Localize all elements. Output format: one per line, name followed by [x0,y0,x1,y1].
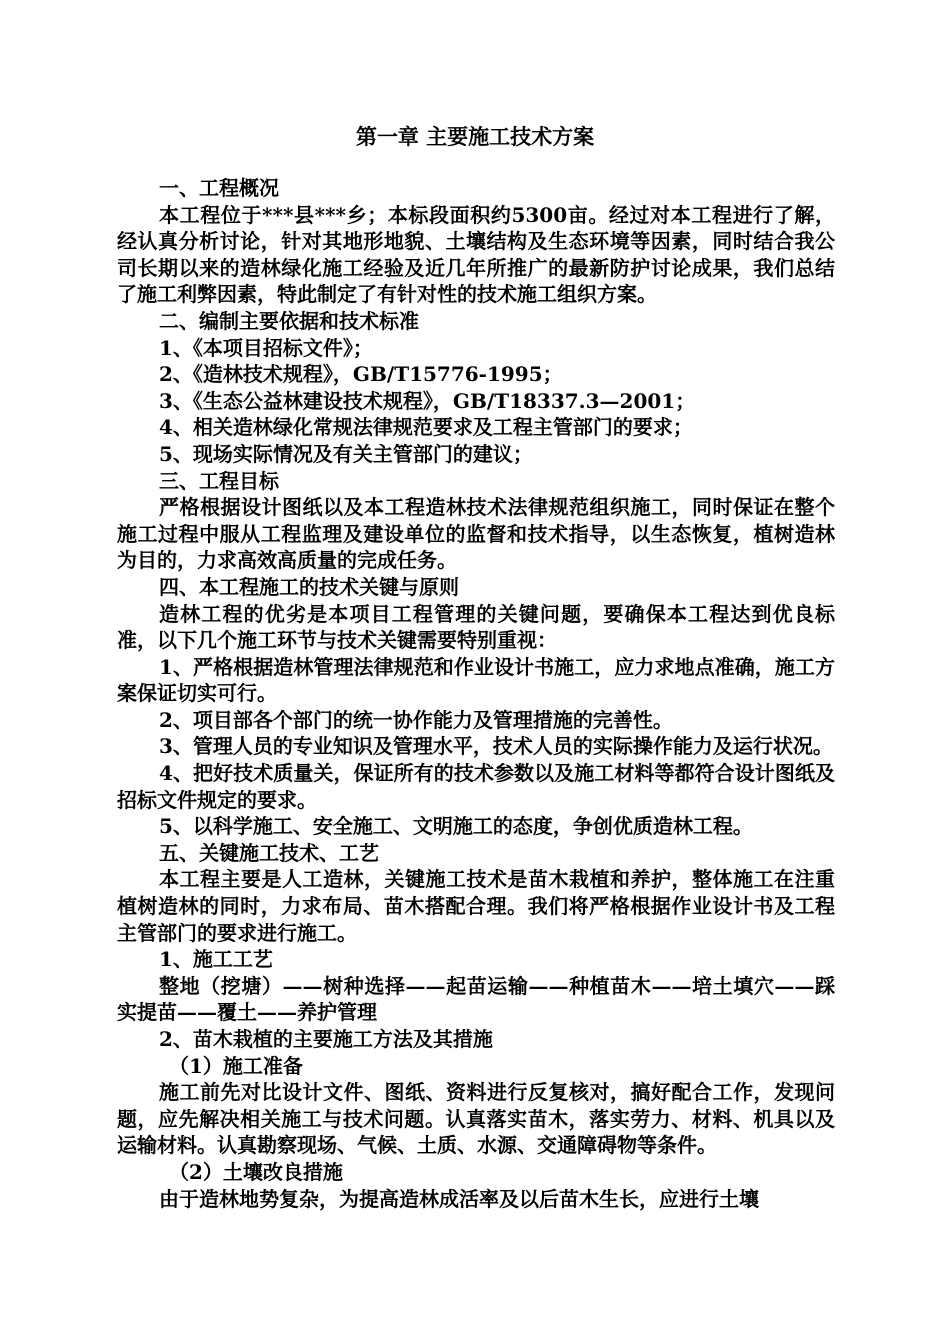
subsection-heading: 1、施工工艺 [159,947,273,972]
section-heading: 二、编制主要依据和技术标准 [159,308,419,333]
sub-subsection-heading: （1）施工准备 [169,1053,303,1078]
section-heading: 五、关键施工技术、工艺 [159,840,379,865]
list-item: 2、项目部各个部门的统一协作能力及管理措施的完善性。 [159,707,673,732]
paragraph: 严格根据设计图纸以及本工程造林技术法律规范组织施工，同时保证在整个施工过程中服从工程监理及建设单位的监督和技术指导，以生态恢复，植树造林为目的，力求高效高质量的完成任务。 [117,495,835,573]
list-item: 2、《造林技术规程》，GB/T15776-1995； [159,362,563,387]
section-heading: 一、工程概况 [159,176,279,200]
list-item: 3、《生态公益林建设技术规程》，GB/T18337.3—2001； [159,388,696,413]
section-heading: 四、本工程施工的技术关键与原则 [159,574,459,599]
paragraph: 本工程主要是人工造林，关键施工技术是苗木栽植和养护，整体施工在注重植树造林的同时，力求布局、苗木搭配合理。我们将严格根据作业设计书及工程主管部门的要求进行施工。 [117,867,835,945]
paragraph: 由于造林地势复杂，为提高造林成活率及以后苗木生长，应进行土壤 [159,1186,759,1211]
list-item: 1、严格根据造林管理法律规范和作业设计书施工，应力求地点准确，施工方案保证切实可行。 [117,654,835,706]
document-body [117,175,835,1212]
paragraph: 本工程位于***县***乡；本标段面积约5300亩。经过对本工程进行了解，经认真分析讨论，针对其地形地貌、土壤结构及生态环境等因素，同时结合我公司长期以来的造林绿化施工经验及近几年所推广的最新防护讨论成果，我们总结了施工利弊因素，特此制定了有针对性的技术施工组织方案。 [117,202,835,307]
sub-subsection-heading: （2）土壤改良措施 [169,1159,343,1184]
process-flow: 整地（挖塘）——树种选择——起苗运输——种植苗木——培土填穴——踩实提苗——覆土——养护管理 [117,973,835,1025]
list-item: 5、现场实际情况及有关主管部门的建议； [159,441,533,466]
list-item: 1、《本项目招标文件》； [159,335,373,360]
subsection-heading: 2、苗木栽植的主要施工方法及其措施 [159,1027,493,1051]
list-item: 3、管理人员的专业知识及管理水平，技术人员的实际操作能力及运行状况。 [159,734,833,759]
list-item: 5、以科学施工、安全施工、文明施工的态度，争创优质造林工程。 [159,814,753,839]
section-heading: 三、工程目标 [159,468,279,493]
paragraph: 施工前先对比设计文件、图纸、资料进行反复核对，搞好配合工作，发现问题，应先解决相关施工与技术问题。认真落实苗木，落实劳力、材料、机具以及运输材料。认真勘察现场、气候、土质、水源、交通障碍物等条件。 [117,1080,835,1158]
list-item: 4、相关造林绿化常规法律规范要求及工程主管部门的要求； [159,415,693,440]
chapter-title: 第一章 主要施工技术方案 [355,124,595,149]
paragraph: 造林工程的优劣是本项目工程管理的关键问题，要确保本工程达到优良标准，以下几个施工环节与技术关键需要特别重视： [117,601,835,653]
list-item: 4、把好技术质量关，保证所有的技术参数以及施工材料等都符合设计图纸及招标文件规定的要求。 [117,761,835,812]
